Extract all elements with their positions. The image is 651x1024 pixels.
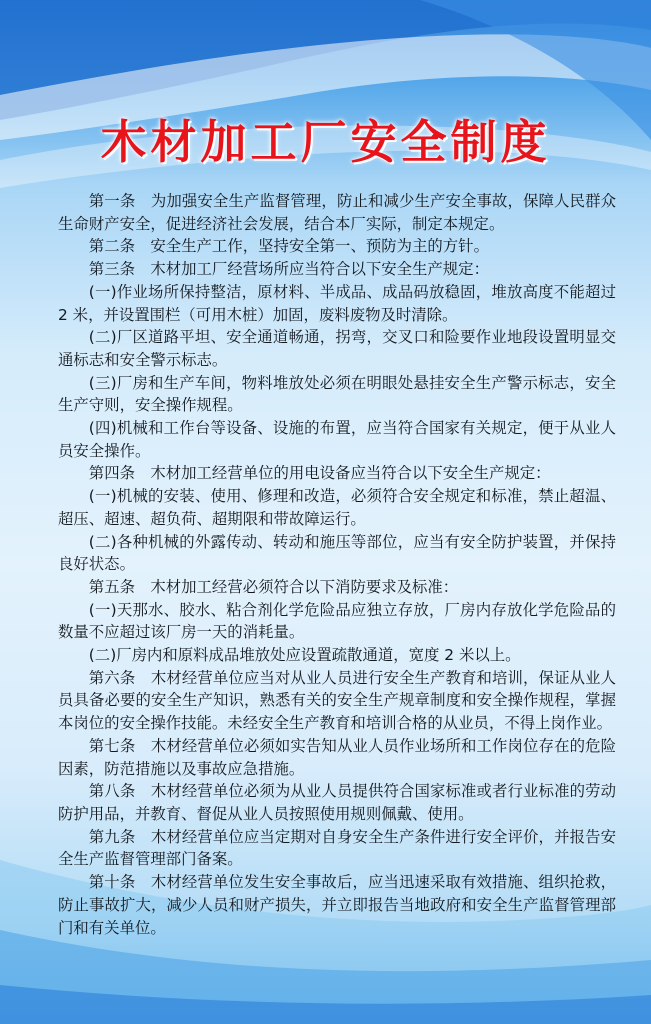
article-2: 第二条 安全生产工作，坚持安全第一、预防为主的方针。 (88, 237, 489, 256)
article-4: 第四条 木材加工经营单位的用电设备应当符合以下安全生产规定： (88, 464, 551, 483)
article-10: 第十条 木材经营单位发生安全事故后，应当迅速采取有效措施、组织抢救，防止事故扩大，减少人员和财产损失，并立即报告当地政府和安全生产监督管理部门和有关单位。 (58, 873, 616, 937)
article-8: 第八条 木材经营单位必须为从业人员提供符合国家标准或者行业标准的劳动防护用品，并教育、督促从业人员按照使用规则佩戴、使用。 (58, 782, 616, 823)
article-3-item-4: (四)机械和工作台等设备、设施的布置，应当符合国家有关规定，便于从业人员安全操作。 (58, 419, 616, 460)
article-3: 第三条 木材加工厂经营场所应当符合以下安全生产规定： (88, 260, 489, 279)
regulation-body (58, 190, 616, 939)
article-4-item-2: (二)各种机械的外露传动、转动和施压等部位，应当有安全防护装置，并保持良好状态。 (58, 532, 616, 574)
article-3-item-2: (二)厂区道路平坦、安全通道畅通，拐弯，交叉口和险要作业地段设置明显交通标志和安全警示标志。 (58, 328, 616, 369)
article-1: 第一条 为加强安全生产监督管理，防止和减少生产安全事故，保障人民群众生命财产安全，促进经济社会发展，结合本厂实际，制定本规定。 (58, 192, 616, 233)
poster-title: 木材加工厂安全制度 (100, 115, 551, 169)
article-9: 第九条 木材经营单位应当定期对自身安全生产条件进行安全评价，并报告安全生产监督管理部门备案。 (58, 827, 616, 869)
article-7: 第七条 木材经营单位必须如实告知从业人员作业场所和工作岗位存在的危险因素，防范措施以及事故应急措施。 (58, 736, 616, 778)
article-3-item-1: (一)作业场所保持整洁，原材料、半成品、成品码放稳固，堆放高度不能超过 2 米，并设置围栏（可用木桩）加固，废料废物及时清除。 (58, 282, 616, 324)
article-4-item-1: (一)机械的安装、使用、修理和改造，必须符合安全规定和标准，禁止超温、超压、超速、超负荷、超期限和带故障运行。 (58, 487, 616, 528)
article-5: 第五条 木材加工经营必须符合以下消防要求及标准： (88, 577, 459, 596)
article-5-item-1: (一)天那水、胶水、粘合剂化学危险品应独立存放，厂房内存放化学危险品的数量不应超过该厂房一天的消耗量。 (58, 600, 616, 642)
article-6: 第六条 木材经营单位应当对从业人员进行安全生产教育和培训，保证从业人员具备必要的安全生产知识，熟悉有关的安全生产规章制度和安全操作规程，掌握本岗位的安全操作技能。未经安全生产教育和培训合格的从业员，不得上岗作业。 (58, 668, 616, 733)
article-5-item-2: (二)厂房内和原料成品堆放处应设置疏散通道，宽度 2 米以上。 (88, 646, 521, 665)
article-3-item-3: (三)厂房和生产车间，物料堆放处必须在明眼处悬挂安全生产警示标志，安全生产守则，安全操作规程。 (58, 373, 616, 415)
